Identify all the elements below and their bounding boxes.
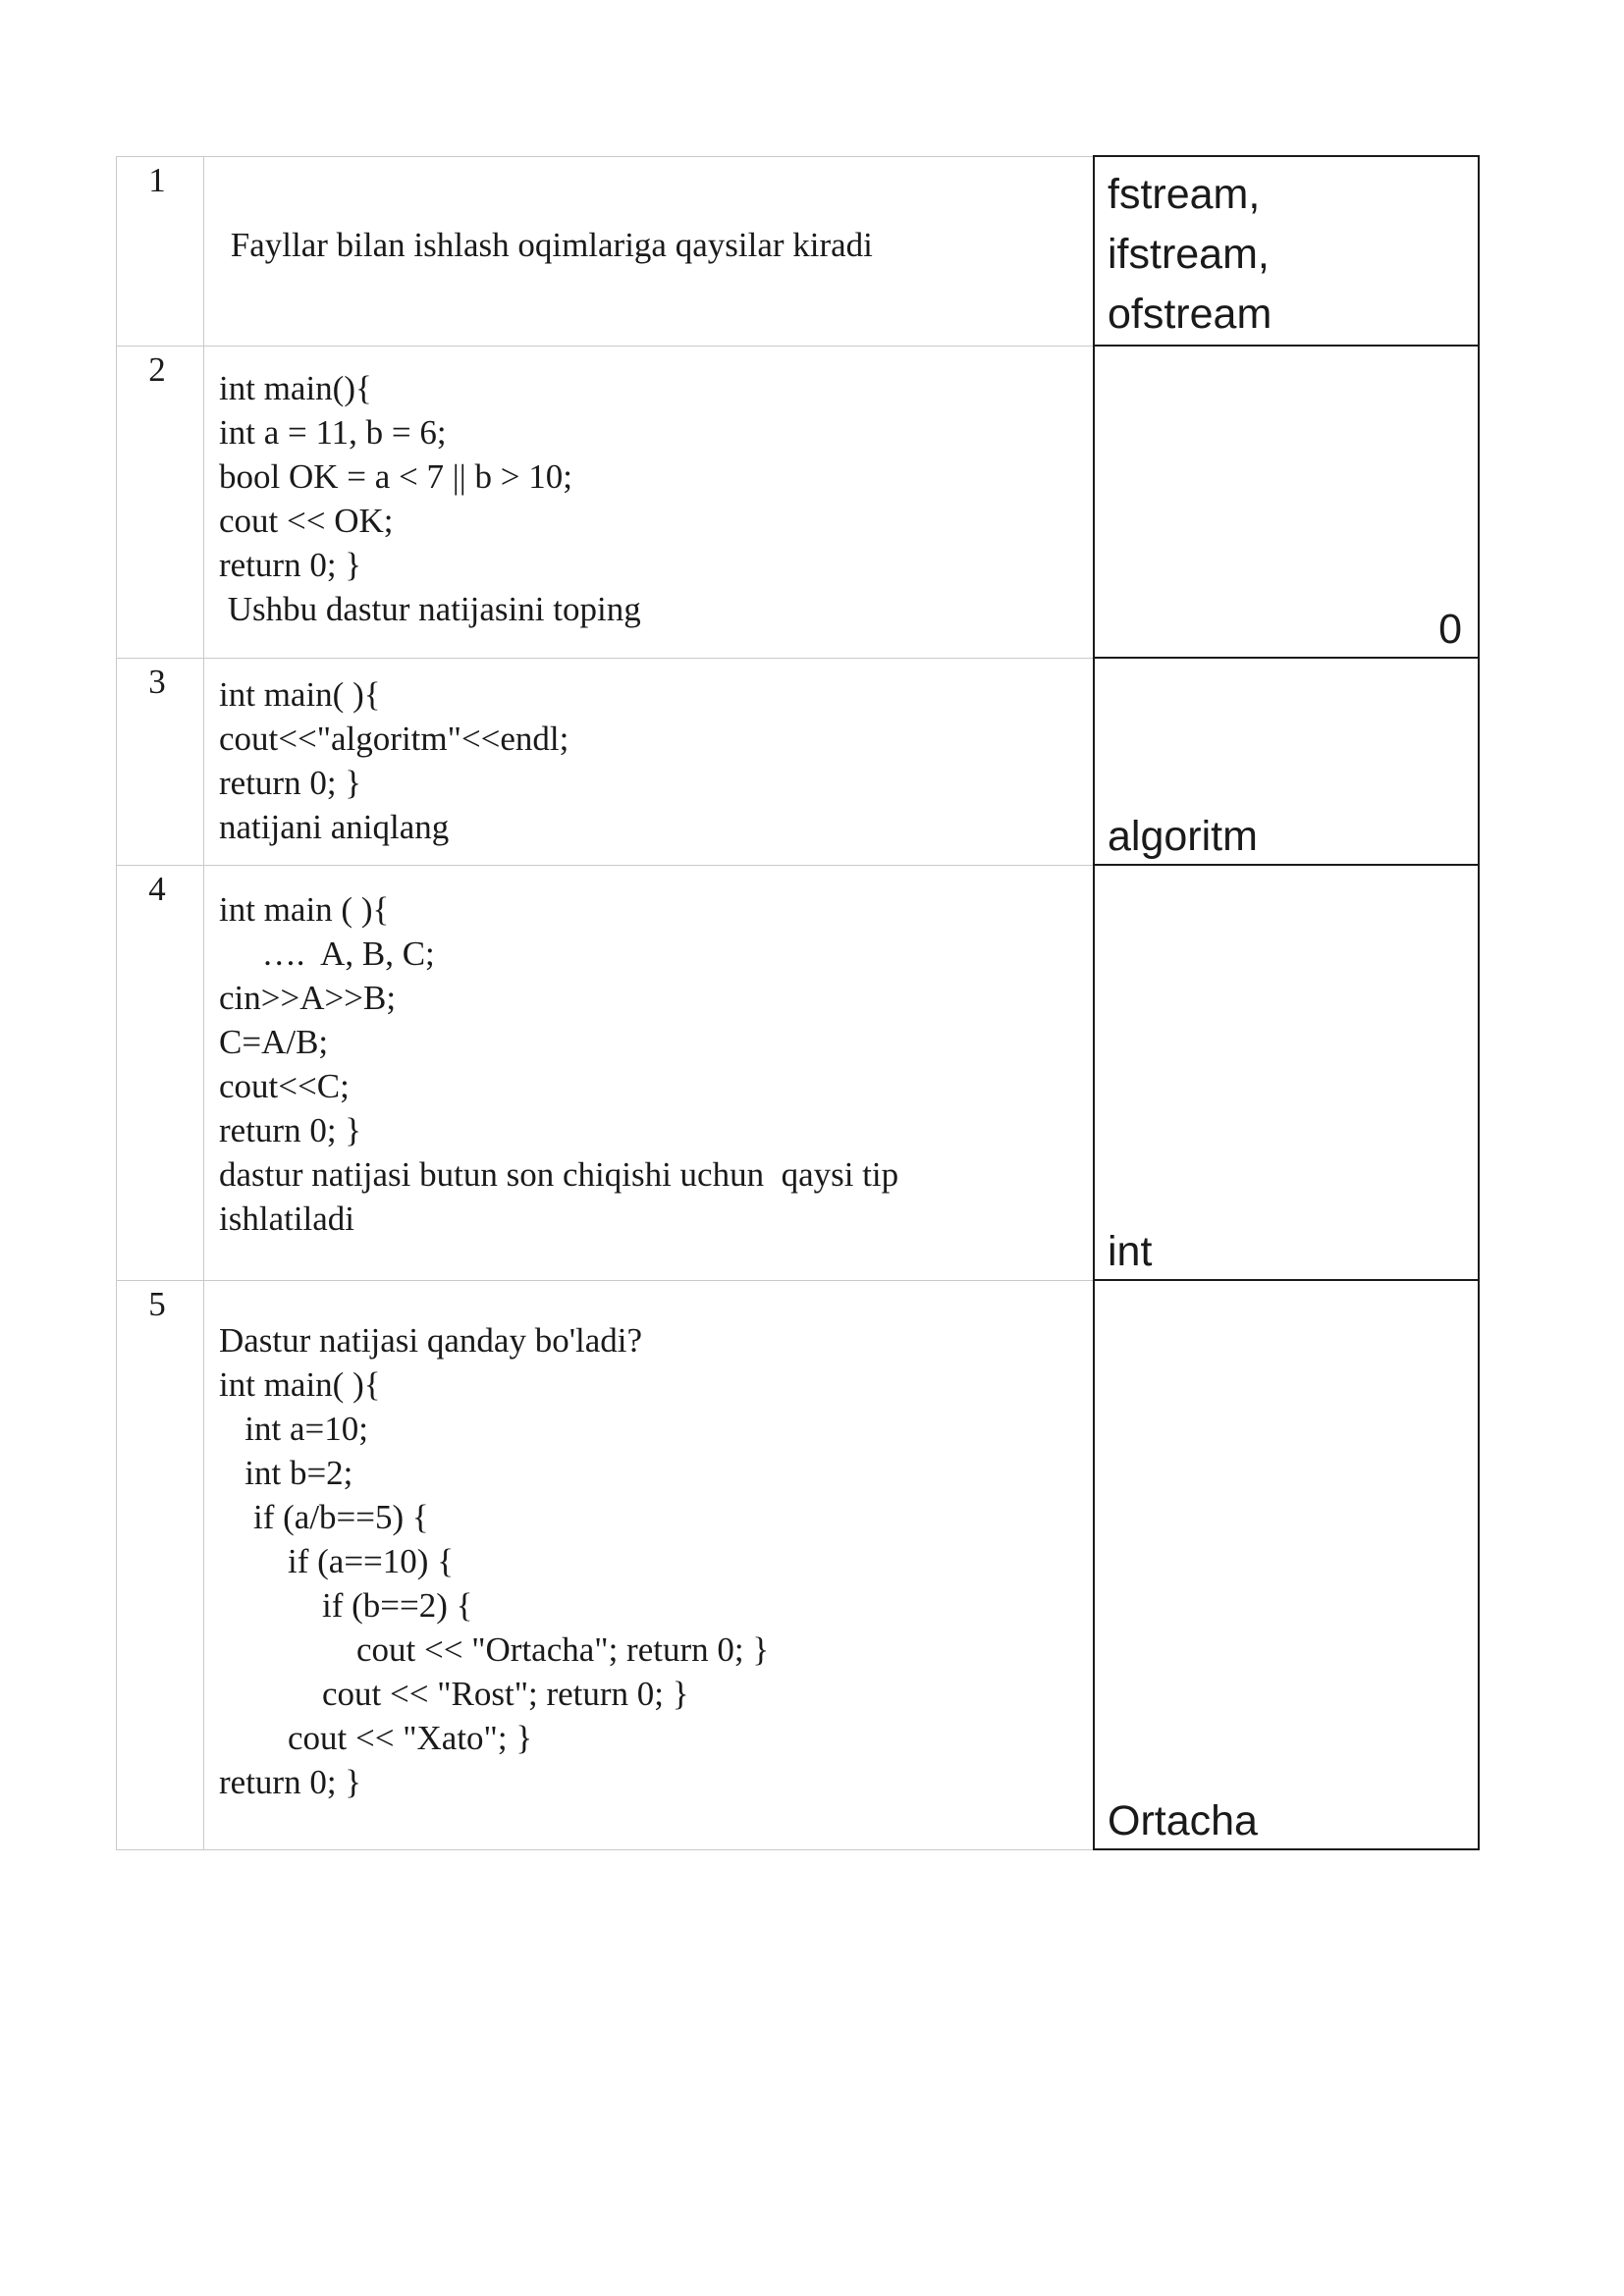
question-row-4 bbox=[117, 865, 1480, 1280]
question-line: int main ( ){ bbox=[219, 889, 390, 929]
question-line: Fayllar bilan ishlash oqimlariga qaysilar kiradi bbox=[222, 225, 873, 264]
question-row-5 bbox=[117, 1280, 1480, 1849]
question-line: return 0; } bbox=[219, 1762, 362, 1801]
question-line: int a=10; bbox=[219, 1409, 368, 1448]
question-number: 4 bbox=[117, 865, 204, 1280]
question-line: return 0; } bbox=[219, 1110, 362, 1149]
question-line: cout << "Ortacha"; return 0; } bbox=[219, 1629, 770, 1669]
question-number: 1 bbox=[117, 156, 204, 346]
question-text bbox=[204, 658, 1095, 865]
answer-text: algoritm bbox=[1108, 812, 1258, 860]
question-number: 5 bbox=[117, 1280, 204, 1849]
question-line: bool OK = a < 7 || b > 10; bbox=[219, 456, 573, 496]
question-line: ishlatiladi bbox=[219, 1199, 355, 1238]
question-text bbox=[204, 346, 1095, 658]
question-number: 2 bbox=[117, 346, 204, 658]
question-line: int a = 11, b = 6; bbox=[219, 412, 447, 452]
question-line: cout<<C; bbox=[219, 1066, 350, 1105]
answer-line: ofstream bbox=[1108, 291, 1272, 338]
question-line: if (a==10) { bbox=[219, 1541, 455, 1580]
answer-cell bbox=[1094, 346, 1479, 658]
question-text bbox=[204, 156, 1095, 346]
question-text bbox=[204, 1280, 1095, 1849]
question-line: cout << OK; bbox=[219, 501, 394, 540]
answer-line: ifstream, bbox=[1108, 231, 1270, 278]
question-row-1 bbox=[117, 156, 1480, 346]
question-row-2 bbox=[117, 346, 1480, 658]
answer-text: Ortacha bbox=[1108, 1796, 1258, 1844]
question-line: Ushbu dastur natijasini toping bbox=[219, 589, 641, 628]
question-text bbox=[204, 865, 1095, 1280]
question-line: int main( ){ bbox=[219, 1364, 381, 1404]
question-line: return 0; } bbox=[219, 763, 362, 802]
answer-cell bbox=[1094, 1280, 1479, 1849]
question-line: int main( ){ bbox=[219, 674, 381, 714]
answer-cell bbox=[1094, 865, 1479, 1280]
question-line: cin>>A>>B; bbox=[219, 978, 397, 1017]
question-line: Dastur natijasi qanday bo'ladi? bbox=[219, 1320, 643, 1360]
question-line: natijani aniqlang bbox=[219, 807, 450, 846]
answer-cell bbox=[1094, 658, 1479, 865]
question-line: cout << "Rost"; return 0; } bbox=[219, 1674, 689, 1713]
question-line: …. A, B, C; bbox=[219, 934, 435, 973]
question-line: C=A/B; bbox=[219, 1022, 329, 1061]
question-line: cout << "Xato"; } bbox=[219, 1718, 533, 1757]
question-line: if (a/b==5) { bbox=[219, 1497, 429, 1536]
question-line: int b=2; bbox=[219, 1453, 353, 1492]
question-row-3 bbox=[117, 658, 1480, 865]
question-line: dastur natijasi butun son chiqishi uchun qaysi tip bbox=[219, 1154, 899, 1194]
answer-cell bbox=[1094, 156, 1479, 346]
answer-line: fstream, bbox=[1108, 171, 1261, 218]
question-line: cout<<"algoritm"<<endl; bbox=[219, 719, 569, 758]
question-line: if (b==2) { bbox=[219, 1585, 473, 1625]
answer-text: 0 bbox=[1438, 605, 1462, 653]
answer-text: int bbox=[1108, 1227, 1153, 1275]
question-line: return 0; } bbox=[219, 545, 362, 584]
quiz-table bbox=[116, 155, 1480, 1850]
question-line: int main(){ bbox=[219, 368, 372, 407]
question-number: 3 bbox=[117, 658, 204, 865]
